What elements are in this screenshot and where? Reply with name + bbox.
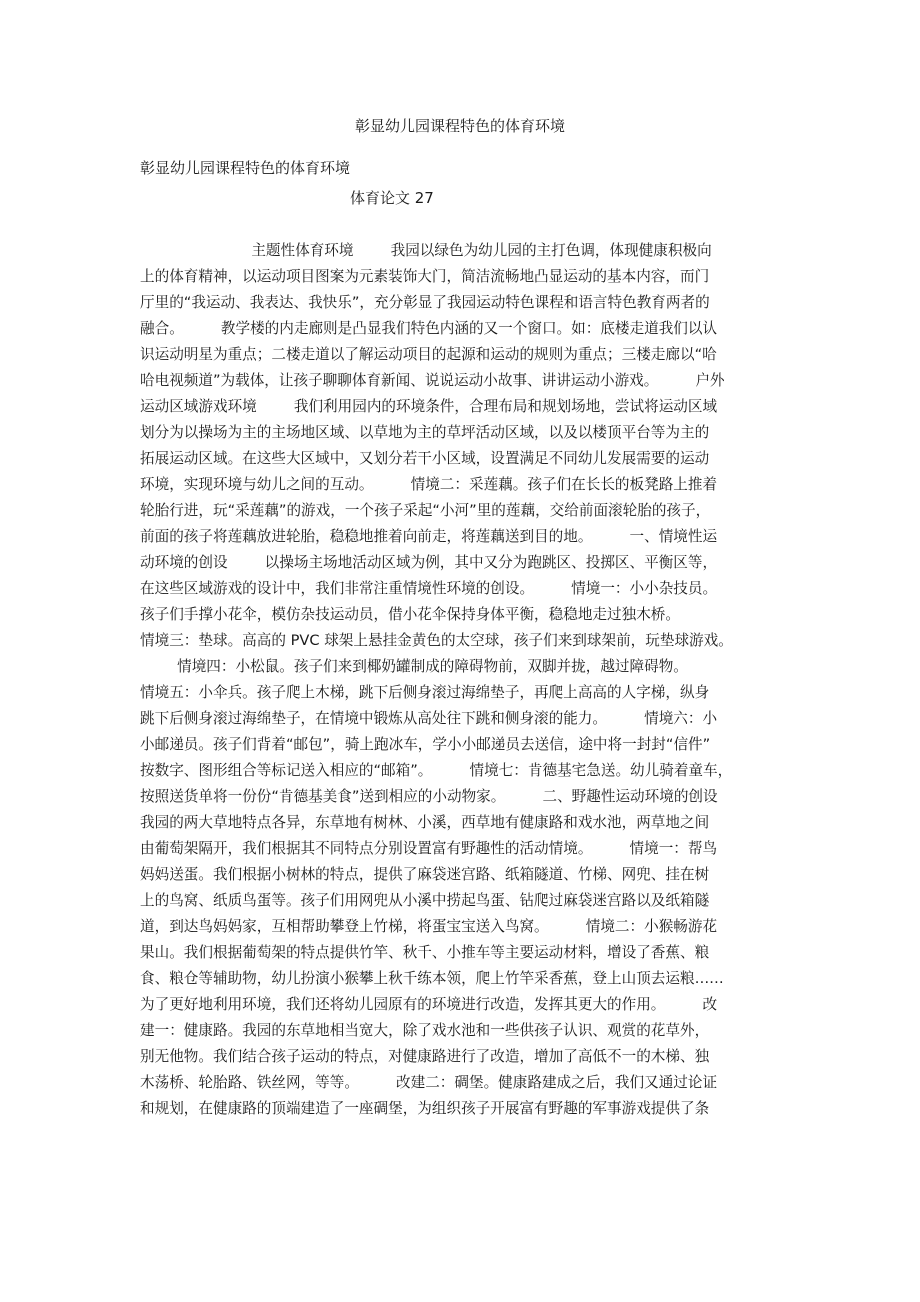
body-line: 情境四：小松鼠。孩子们来到椰奶罐制成的障碍物前，双脚并拢，越过障碍物。 <box>140 658 688 675</box>
body-line: 小邮递员。孩子们背着“邮包”，骑上跑冰车，学小小邮递员去送信，途中将一封封“信件” <box>140 736 711 753</box>
body-line: 别无他物。我们结合孩子运动的特点，对健康路进行了改造，增加了高低不一的木梯、独 <box>140 1048 710 1065</box>
body-line: 按照送货单将一份份“肯德基美食”送到相应的小动物家。 二、野趣性运动环境的创设 <box>140 788 718 805</box>
body-line: 和规划，在健康路的顶端建造了一座碉堡，为组织孩子开展富有野趣的军事游戏提供了条 <box>140 1100 710 1117</box>
body-line: 妈妈送蛋。我们根据小树林的特点，提供了麻袋迷宫路、纸箱隧道、竹梯、网兜、挂在树 <box>140 866 710 883</box>
body-line: 前面的孩子将莲藕放进轮胎，稳稳地推着向前走，将莲藕送到目的地。 一、情境性运 <box>140 528 718 545</box>
body-line: 哈电视频道”为载体，让孩子聊聊体育新闻、说说运动小故事、讲讲运动小游戏。 户外 <box>140 372 725 389</box>
body-line: 上的体育精神，以运动项目图案为元素装饰大门，简洁流畅地凸显运动的基本内容，而门 <box>140 268 710 285</box>
body-line: 运动区域游戏环境 我们利用园内的环境条件，合理布局和规划场地，尝试将运动区域 <box>140 398 718 415</box>
body-line: 由葡萄架隔开，我们根据其不同特点分别设置富有野趣性的活动情境。 情境一：帮鸟 <box>140 840 718 857</box>
body-line: 上的鸟窝、纸质鸟蛋等。孩子们用网兜从小溪中捞起鸟蛋、钻爬过麻袋迷宫路以及纸箱隧 <box>140 892 710 909</box>
body-line: 孩子们手撑小花伞，模仿杂技运动员，借小花伞保持身体平衡，稳稳地走过独木桥。 <box>140 606 680 623</box>
body-line: 在这些区域游戏的设计中，我们非常注重情境性环境的创设。 情境一：小小杂技员。 <box>140 580 718 597</box>
article-body <box>140 238 790 1122</box>
body-line: 厅里的“我运动、我表达、我快乐”，充分彰显了我园运动特色课程和语言特色教育两者的 <box>140 294 710 311</box>
body-line: 我园的两大草地特点各异，东草地有树林、小溪，西草地有健康路和戏水池，两草地之间 <box>140 814 710 831</box>
body-line: 为了更好地利用环境，我们还将幼儿园原有的环境进行改造，发挥其更大的作用。 改 <box>140 996 718 1013</box>
document-title: 彰显幼儿园课程特色的体育环境 <box>354 117 565 135</box>
body-line: 果山。我们根据葡萄架的特点提供竹竿、秋千、小推车等主要运动材料，增设了香蕉、粮 <box>140 944 710 961</box>
document-subtitle: 彰显幼儿园课程特色的体育环境 <box>140 159 351 177</box>
body-line: 识运动明星为重点；二楼走道以了解运动项目的起源和运动的规则为重点；三楼走廊以“哈 <box>140 346 717 363</box>
document-category: 体育论文 27 <box>350 189 434 207</box>
body-line: 拓展运动区域。在这些大区域中，又划分若干小区域，设置满足不同幼儿发展需要的运动 <box>140 450 710 467</box>
body-line: 情境三：垫球。高高的 PVC 球架上悬挂金黄色的太空球，孩子们来到球架前，玩垫球游戏。 <box>140 632 733 649</box>
body-line: 融合。 教学楼的内走廊则是凸显我们特色内涵的又一个窗口。如：底楼走道我们以认 <box>140 320 718 337</box>
body-line: 情境五：小伞兵。孩子爬上木梯，跳下后侧身滚过海绵垫子，再爬上高高的人字梯，纵身 <box>140 684 710 701</box>
body-line: 划分为以操场为主的主场地区域、以草地为主的草坪活动区域，以及以楼顶平台等为主的 <box>140 424 710 441</box>
body-line: 木荡桥、轮胎路、铁丝网，等等。 改建二：碉堡。健康路建成之后，我们又通过论证 <box>140 1074 718 1091</box>
body-line: 主题性体育环境 我园以绿色为幼儿园的主打色调，体现健康积极向 <box>140 242 712 259</box>
body-line: 道，到达鸟妈妈家，互相帮助攀登上竹梯，将蛋宝宝送入鸟窝。 情境二：小猴畅游花 <box>140 918 718 935</box>
body-line: 轮胎行进，玩“采莲藕”的游戏，一个孩子采起“小河”里的莲藕，交给前面滚轮胎的孩子， <box>140 502 711 519</box>
body-line: 建一：健康路。我园的东草地相当宽大，除了戏水池和一些供孩子认识、观赏的花草外， <box>140 1022 710 1039</box>
body-line: 跳下后侧身滚过海绵垫子，在情境中锻炼从高处往下跳和侧身滚的能力。 情境六：小 <box>140 710 718 727</box>
body-line: 动环境的创设 以操场主场地活动区域为例，其中又分为跑跳区、投掷区、平衡区等， <box>140 554 718 571</box>
body-line: 环境，实现环境与幼儿之间的互动。 情境二：采莲藕。孩子们在长长的板凳路上推着 <box>140 476 718 493</box>
body-line: 按数字、图形组合等标记送入相应的“邮箱”。 情境七：肯德基宅急送。幼儿骑着童车， <box>140 762 733 779</box>
body-line: 食、粮仓等辅助物，幼儿扮演小猴攀上秋千练本领，爬上竹竿采香蕉，登上山顶去运粮…… <box>140 970 724 987</box>
